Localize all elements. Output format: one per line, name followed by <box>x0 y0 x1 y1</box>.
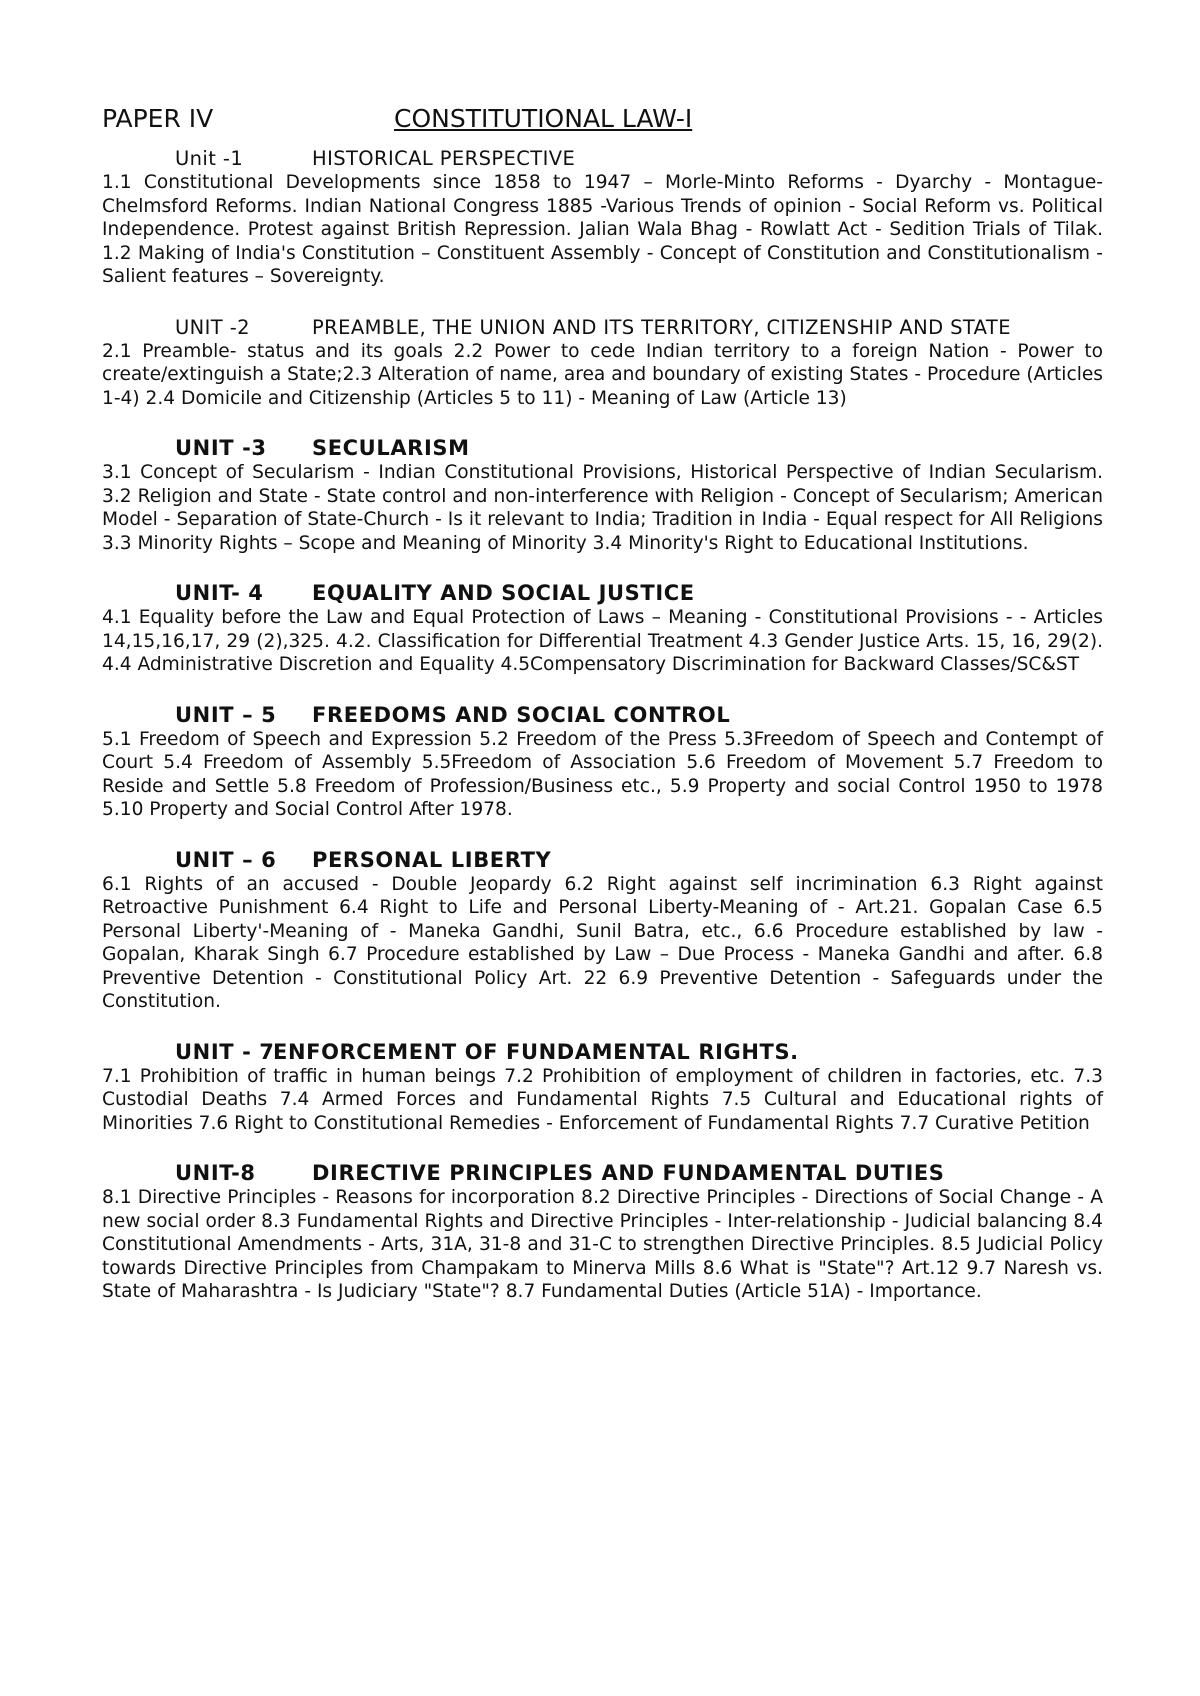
unit-body: 5.1 Freedom of Speech and Expression 5.2 Freedom of the Press 5.3Freedom of Speech and Contempt of Court 5.4 Freedom of Assembly 5.5Freedom of Association 5.6 Freedom of Movement 5.7 Freedom to Reside and Settle 5.8 Freedom of Profession/Business etc., 5.9 Property and social Control 1950 to 1978 5.10 Property and Social Control After 1978. <box>102 728 1103 820</box>
unit-title: DIRECTIVE PRINCIPLES AND FUNDAMENTAL DUTIES <box>312 1161 945 1185</box>
paper-label: PAPER IV <box>102 104 214 133</box>
unit-7-section <box>102 1040 1103 1136</box>
unit-heading <box>102 146 1103 171</box>
unit-title: HISTORICAL PERSPECTIVE <box>312 147 576 170</box>
unit-4-section <box>102 581 1103 677</box>
paper-header <box>102 104 1103 134</box>
unit-number: UNIT - 7 <box>175 1039 275 1064</box>
unit-number: UNIT- 4 <box>175 581 264 605</box>
unit-5-section <box>102 703 1103 822</box>
unit-body: 8.1 Directive Principles - Reasons for incorporation 8.2 Directive Principles - Directions of Social Change - A new social order 8.3 Fundamental Rights and Directive Principles - Inter-relationship - Judicial balancing 8.4 Constitutional Amendments - Arts, 31A, 31-8 and 31-C to strengthen Directive Principles. 8.5 Judicial Policy towards Directive Principles from Champakam to Minerva Mills 8.6 What is "State"? Art.12 9.7 Naresh vs. State of Maharashtra - Is Judiciary "State"? 8.7 Fundamental Duties (Article 51A) - Importance. <box>102 1187 1103 1302</box>
unit-body: 3.1 Concept of Secularism - Indian Constitutional Provisions, Historical Perspective of Indian Secularism. 3.2 Religion and State - State control and non-interference with Religion - Concept of Secularism; American Model - Separation of State-Church - Is it relevant to India; Tradition in India - Equal respect for All Religions 3.3 Minority Rights – Scope and Meaning of Minority 3.4 Minority's Right to Educational Institutions. <box>102 462 1103 554</box>
unit-number: UNIT-8 <box>175 1161 256 1185</box>
unit-2-section <box>102 315 1103 411</box>
unit-body: 6.1 Rights of an accused - Double Jeopardy 6.2 Right against self incrimination 6.3 Right against Retroactive Punishment 6.4 Right to Life and Personal Liberty-Meaning of - Art.21. Gopalan Case 6.5 Personal Liberty'-Meaning of - Maneka Gandhi, Sunil Batra, etc., 6.6 Procedure established by law - Gopalan, Kharak Singh 6.7 Procedure established by Law – Due Process - Maneka Gandhi and after. 6.8 Preventive Detention - Constitutional Policy Art. 22 6.9 Preventive Detention - Safeguards under the Constitution. <box>102 873 1103 1012</box>
unit-body: 7.1 Prohibition of traffic in human beings 7.2 Prohibition of employment of children in factories, etc. 7.3 Custodial Deaths 7.4 Armed Forces and Fundamental Rights 7.5 Cultural and Educational rights of Minorities 7.6 Right to Constitutional Remedies - Enforcement of Fundamental Rights 7.7 Curative Petition <box>102 1065 1103 1134</box>
unit-1-section <box>102 146 1103 289</box>
unit-number: UNIT -3 <box>175 436 267 460</box>
unit-3-section <box>102 436 1103 555</box>
unit-title: PERSONAL LIBERTY <box>312 847 552 872</box>
unit-heading <box>102 315 1103 340</box>
unit-heading <box>102 1040 1103 1065</box>
unit-6-section <box>102 848 1103 1014</box>
unit-body: 1.1 Constitutional Developments since 1858 to 1947 – Morle-Minto Reforms - Dyarchy - Montague-Chelmsford Reforms. Indian National Congress 1885 -Various Trends of opinion - Social Reform vs. Political Independence. Protest against British Repression. Jalian Wala Bhag - Rowlatt Act - Sedition Trials of Tilak. 1.2 Making of India's Constitution – Constituent Assembly - Concept of Constitution and Constitutionalism - Salient features – Sovereignty. <box>102 172 1103 287</box>
unit-title: ENFORCEMENT OF FUNDAMENTAL RIGHTS. <box>273 1039 799 1064</box>
unit-number: UNIT – 5 <box>175 702 277 727</box>
unit-title: PREAMBLE, THE UNION AND ITS TERRITORY, CITIZENSHIP AND STATE <box>312 315 1011 339</box>
unit-8-section <box>102 1161 1103 1304</box>
unit-heading <box>102 848 1103 873</box>
unit-title: SECULARISM <box>312 436 470 460</box>
unit-number: Unit -1 <box>175 147 244 170</box>
unit-body: 2.1 Preamble- status and its goals 2.2 Power to cede Indian territory to a foreign Nation - Power to create/extinguish a State;2.3 Alteration of name, area and boundary of existing States - Procedure (Articles 1-4) 2.4 Domicile and Citizenship (Articles 5 to 11) - Meaning of Law (Article 13) <box>102 340 1103 409</box>
unit-title: EQUALITY AND SOCIAL JUSTICE <box>312 581 695 605</box>
unit-title: FREEDOMS AND SOCIAL CONTROL <box>312 702 731 727</box>
paper-title: CONSTITUTIONAL LAW-I <box>394 104 693 133</box>
unit-body: 4.1 Equality before the Law and Equal Protection of Laws – Meaning - Constitutional Provisions - - Articles 14,15,16,17, 29 (2),325. 4.2. Classification for Differential Treatment 4.3 Gender Justice Arts. 15, 16, 29(2). 4.4 Administrative Discretion and Equality 4.5Compensatory Discrimination for Backward Classes/SC&ST <box>102 607 1103 675</box>
unit-number: UNIT – 6 <box>175 847 277 872</box>
unit-number: UNIT -2 <box>175 315 250 339</box>
unit-heading <box>102 581 1103 606</box>
unit-heading <box>102 1161 1103 1186</box>
unit-heading <box>102 703 1103 728</box>
unit-heading <box>102 436 1103 461</box>
